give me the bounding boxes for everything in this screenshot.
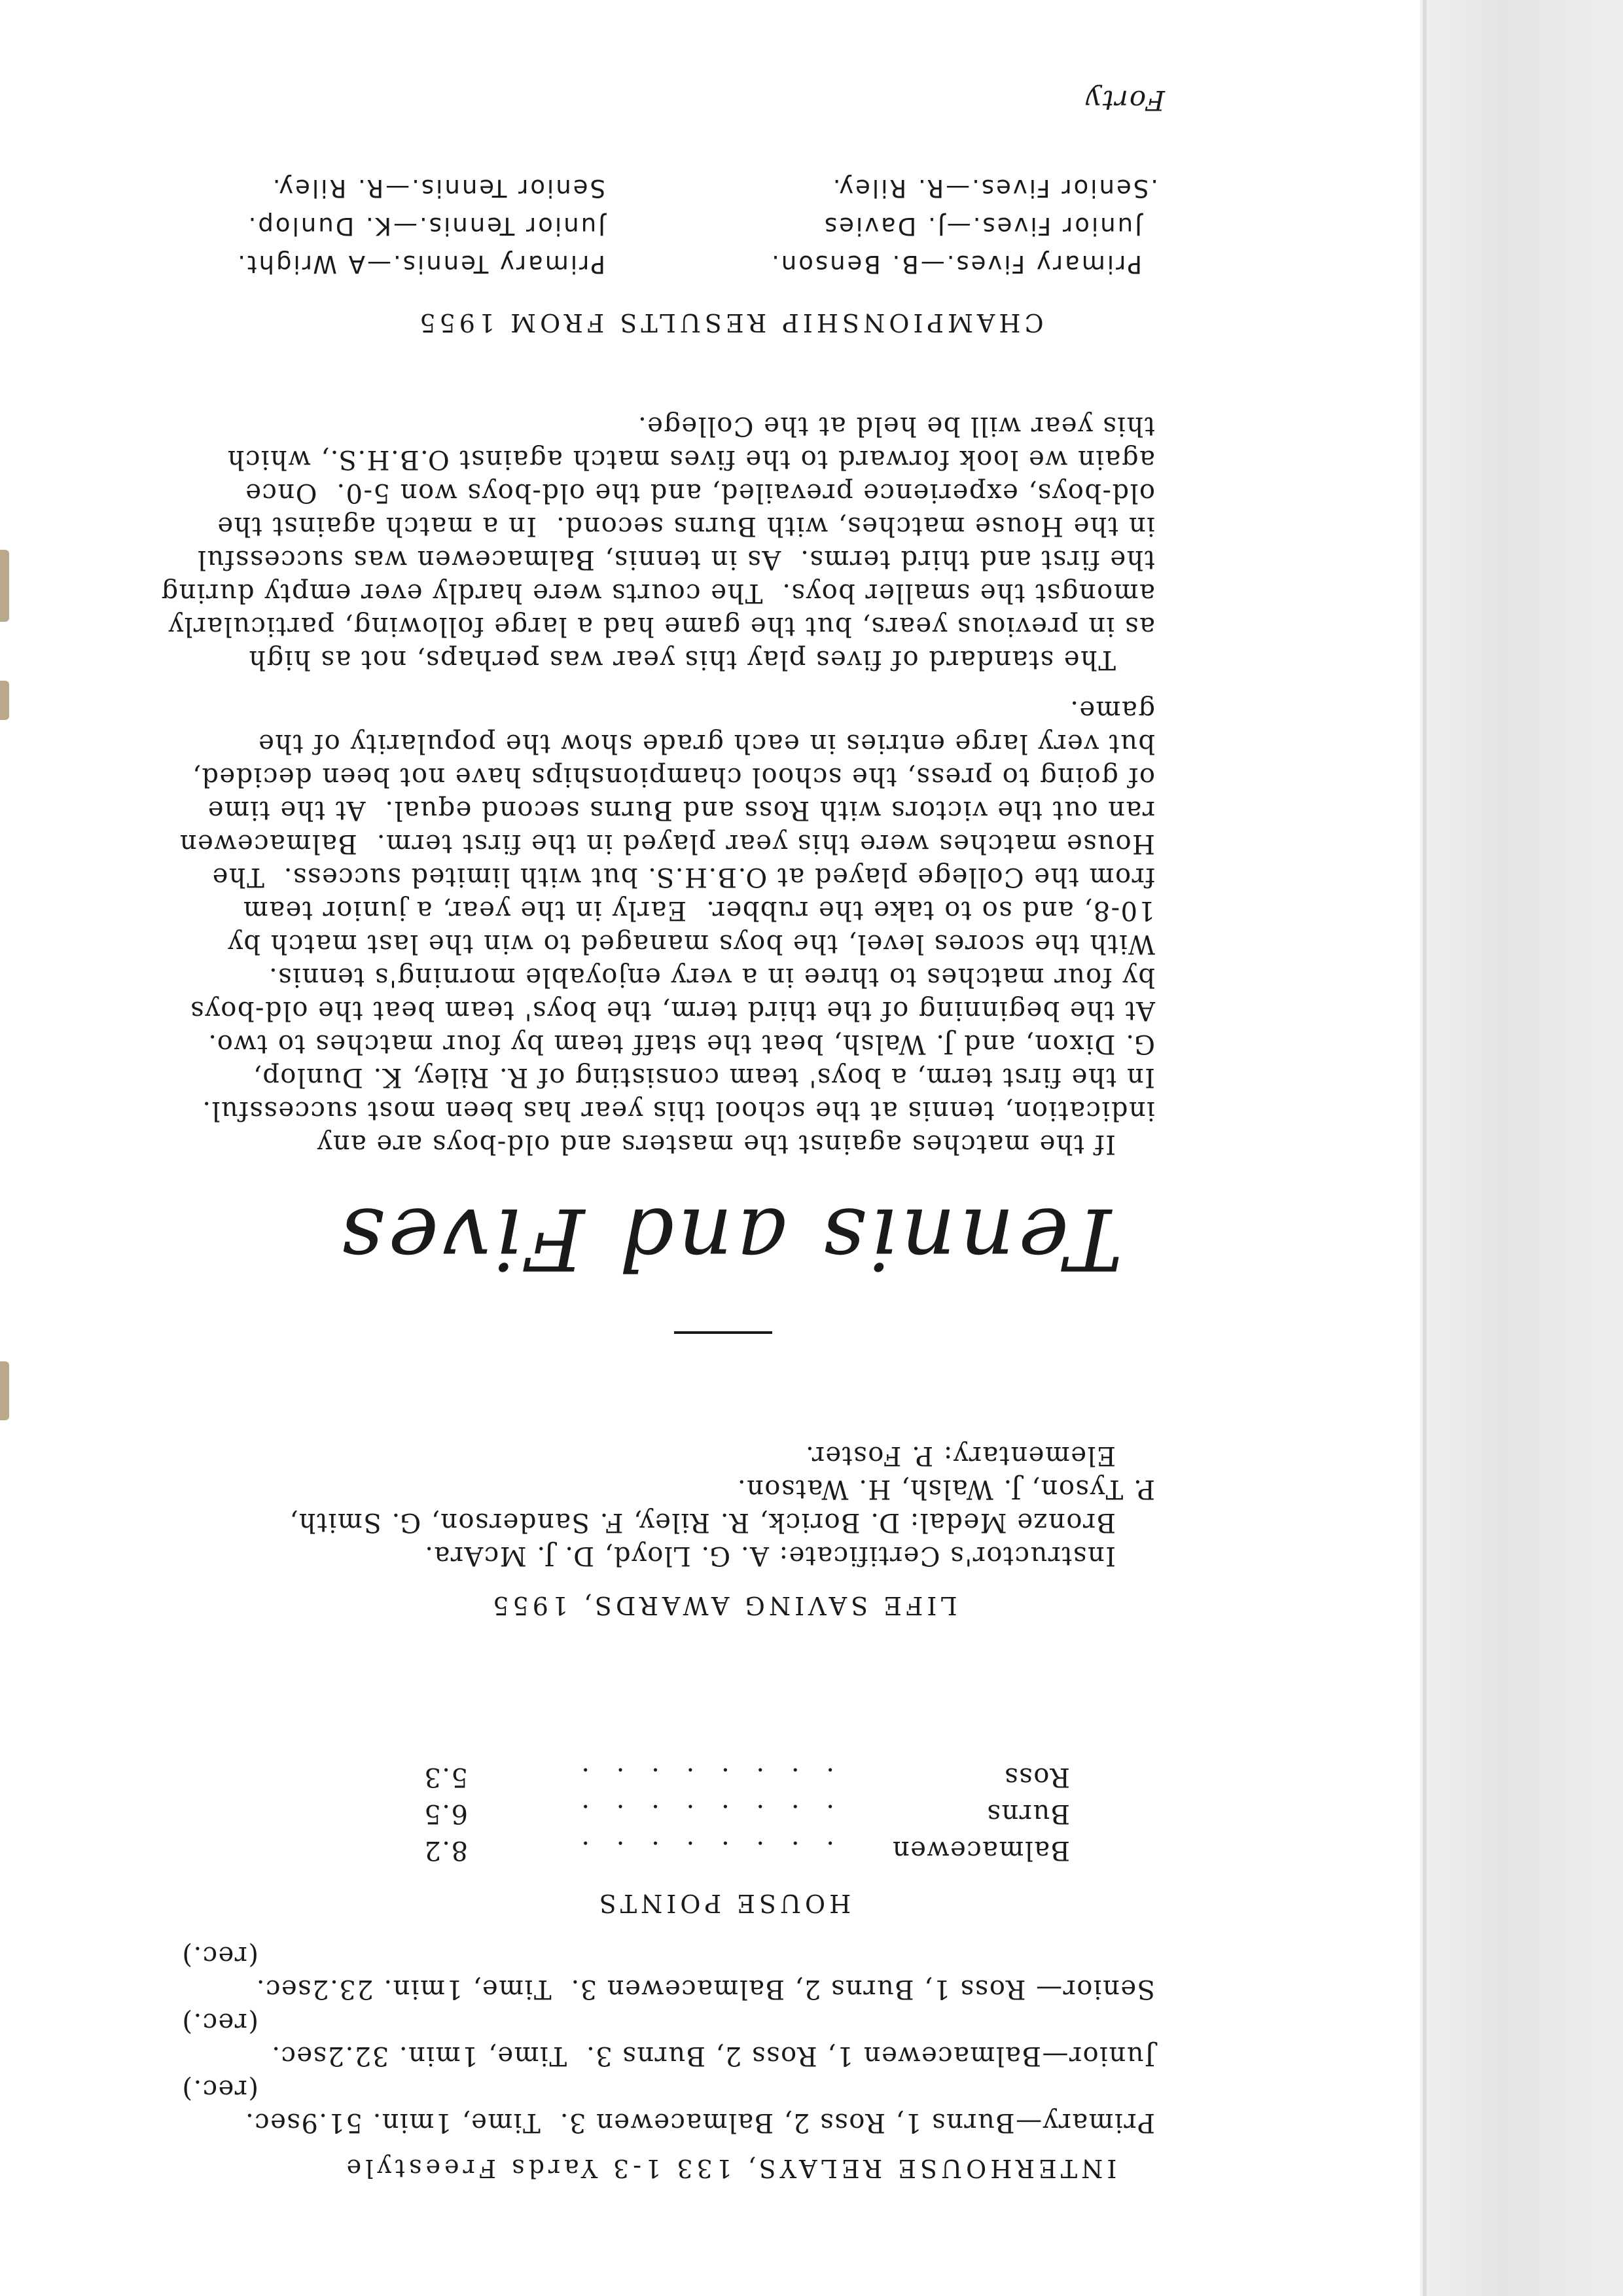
relay-line: Junior—Balmacewen 1, Ross 2, Burns 3. Time, 1min. 32.2sec. <box>270 2041 1155 2071</box>
house-name: Balmacewen <box>891 1835 1070 1865</box>
leader-dots: . . . . . . . . <box>572 1799 834 1829</box>
body-line: indication, tennis at the school this year has been most successful. <box>201 1096 1155 1126</box>
tennis-champion: Primary Tennis.—A Wright. <box>236 250 605 278</box>
leader-dots: . . . . . . . . <box>572 1762 834 1792</box>
house-name: Ross <box>1003 1762 1070 1792</box>
championship-row <box>0 245 1420 283</box>
body-line: the first and third terms. As in tennis, Balmacewen was successful <box>196 545 1155 575</box>
body-line: 10-8, and so to take the rubber. Early in the year, a junior team <box>242 895 1155 925</box>
relays-section <box>0 1939 1420 2185</box>
body-line: ran out the victors with Ross and Burns second equal. At the time <box>207 795 1155 825</box>
championship-heading: CHAMPIONSHIP RESULTS FROM 1955 <box>416 308 1044 337</box>
body-line: House matches were this year played in the first term. Balmacewen <box>179 829 1155 859</box>
body-line: At the beginning of the third term, the boys' team beat the old-boys <box>189 996 1155 1026</box>
house-name: Burns <box>986 1799 1070 1829</box>
house-points-row <box>0 1759 1420 1795</box>
body-line: by four matches to three in a very enjoyable morning's tennis. <box>268 962 1155 992</box>
tennis-champion: Senior Tennis.—R. Riley. <box>270 174 605 202</box>
article-title: Tennis and Fives <box>336 1189 1123 1289</box>
life-saving-heading: LIFE SAVING AWARDS, 1955 <box>489 1591 957 1620</box>
house-points-row <box>0 1832 1420 1869</box>
body-line: as in previous years, but the game had a large following, particularly <box>168 611 1155 641</box>
fives-paragraph <box>0 409 1420 676</box>
relay-line: Primary—Burns 1, Ross 2, Balmacewen 3. Time, 1min. 51.9sec. <box>244 2108 1155 2138</box>
body-line: In the first term, a boys' team consisting of R. Riley, K. Dunlop, <box>252 1062 1155 1092</box>
body-line: old-boys, experience prevailed, and the old-boys won 5-0. Once <box>244 478 1155 508</box>
championship-row <box>0 169 1420 207</box>
article-title-block <box>0 1190 1420 1288</box>
scanner-edge-line <box>1423 0 1427 2296</box>
fives-champion: Junior Fives.—J. Davies <box>822 212 1142 240</box>
body-line: With the scores level, the boys managed to win the last match by <box>226 929 1155 959</box>
body-line: game. <box>1069 695 1155 725</box>
body-line: G. Dixon, and J. Walsh, beat the staff team by four matches to two. <box>207 1029 1155 1059</box>
life-saving-section <box>0 1439 1420 1622</box>
body-line: again we look forward to the fives match against O.B.H.S., which <box>226 444 1155 475</box>
house-points-value: 6.5 <box>423 1799 468 1829</box>
body-line: but very large entries in each grade show the popularity of the <box>257 728 1155 759</box>
leader-dots: . . . . . . . . <box>572 1835 834 1865</box>
body-line: amongst the smaller boys. The courts were hardly ever empty during <box>160 578 1155 608</box>
body-line: in the House matches, with Burns second. In a match against the <box>216 511 1155 541</box>
award-line: Bronze Medal: D. Borick, R. Riley, F. Sanderson, G. Smith, <box>289 1507 1116 1537</box>
fives-champion: Primary Fives.—B. Benson. <box>770 250 1142 278</box>
house-points-value: 5.3 <box>423 1762 468 1792</box>
relays-heading: INTERHOUSE RELAYS, 133 1-3 Yards Freestyle <box>342 2154 1117 2183</box>
award-line: Instructor's Certificate: A. G. Lloyd, D. J. McAra. <box>423 1541 1116 1571</box>
tennis-paragraph <box>0 693 1420 1160</box>
award-line: P. Tyson, J. Walsh, H. Watson. <box>736 1474 1155 1504</box>
scanner-edge <box>1420 0 1623 2296</box>
page-number: Forty <box>1084 84 1165 117</box>
body-line: The standard of fives play this year was perhaps, not as high <box>247 645 1116 675</box>
relay-line: (rec.) <box>181 2007 259 2037</box>
house-points-section <box>0 1759 1420 1920</box>
tennis-champion: Junior Tennis.—K. Dunlop. <box>246 212 605 240</box>
house-points-heading: HOUSE POINTS <box>595 1889 851 1918</box>
house-points-row <box>0 1795 1420 1832</box>
body-line: from the College played at O.B.H.S. but with limited success. The <box>211 862 1155 892</box>
fives-champion: .Senior Fives.—R. Riley. <box>830 174 1158 202</box>
house-points-value: 8.2 <box>423 1835 468 1865</box>
body-line: of going to press, the school championships have not been decided, <box>191 762 1155 792</box>
relay-line: Senior— Ross 1, Burns 2, Balmacewen 3. Time, 1min. 23.2sec. <box>255 1974 1155 2004</box>
section-divider <box>674 1331 772 1334</box>
relay-line: (rec.) <box>181 1941 259 1971</box>
championship-section <box>0 169 1420 339</box>
championship-row <box>0 207 1420 245</box>
body-line: If the matches against the masters and old-boys are any <box>316 1129 1116 1159</box>
award-line: Elementary: P. Foster. <box>804 1441 1116 1471</box>
body-line: this year will be held at the College. <box>637 411 1155 441</box>
relay-line: (rec.) <box>181 2074 259 2104</box>
